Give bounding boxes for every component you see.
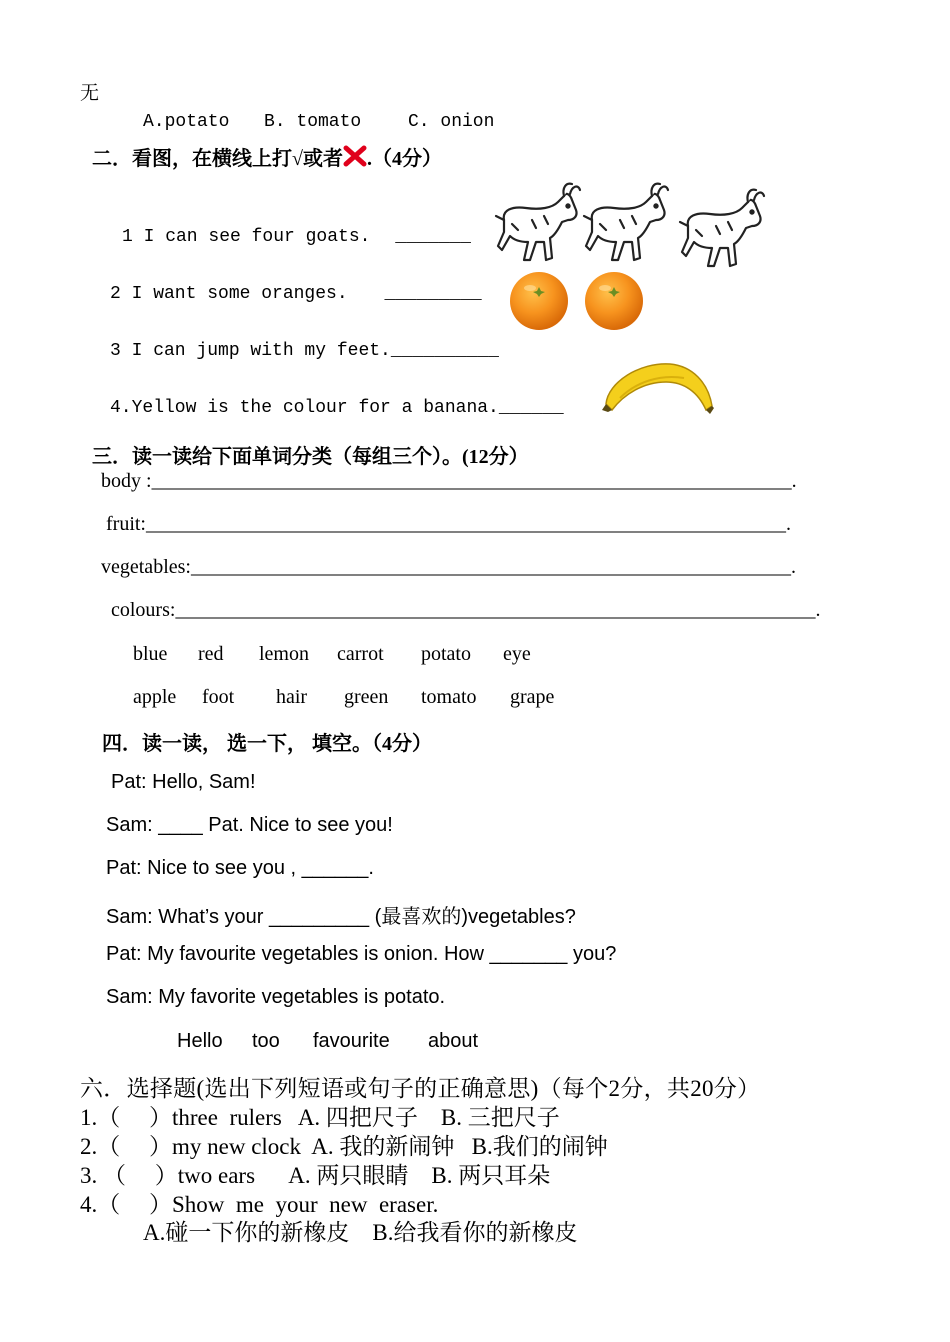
word-item: tomato [421, 686, 477, 708]
section2-item-3 [110, 341, 499, 361]
option-a-potato: A.potato [143, 112, 230, 132]
word-item: hair [276, 686, 308, 708]
choice-item: 3. （ ）two ears A. 两只眼睛 B. 两只耳朵 [80, 1163, 551, 1188]
word-item: grape [510, 686, 555, 708]
answer-blank[interactable]: ______ [498, 398, 564, 418]
category-answer-line[interactable]: ________________________________________________________________. [175, 599, 821, 621]
goat-icon [676, 186, 768, 276]
dialogue-line: Pat: Hello, Sam! [111, 771, 256, 793]
category-label: vegetables: [101, 556, 191, 578]
section2-item-1 [122, 227, 471, 247]
choice-item: 4.（ ）Show me your new eraser. [80, 1192, 439, 1217]
dialogue-line: Sam: ____ Pat. Nice to see you! [106, 814, 393, 836]
word-item: red [198, 643, 224, 665]
category-vegetables [101, 556, 796, 579]
section2-title-text: 二．看图，在横线上打√或者 [92, 148, 343, 170]
category-body [101, 470, 797, 493]
answer-blank[interactable]: __________ [390, 341, 499, 361]
choice-item: 2.（ ）my new clock A. 我的新闹钟 B.我们的闹钟 [80, 1134, 608, 1159]
category-answer-line[interactable]: ____________________________________________________________. [190, 556, 796, 578]
orange-icon [583, 270, 645, 332]
word-item: carrot [337, 643, 384, 665]
word-item: foot [202, 686, 235, 708]
statement-text: 3 I can jump with my feet. [110, 341, 391, 361]
banana-icon [600, 352, 718, 418]
answer-blank[interactable]: _______ [395, 227, 471, 247]
category-colours [111, 599, 820, 622]
category-label: fruit: [106, 513, 146, 535]
word-item: lemon [259, 643, 309, 665]
answer-blank[interactable]: _________ [384, 284, 482, 304]
dialogue-line: Pat: My favourite vegetables is onion. How _______ you? [106, 943, 617, 965]
statement-text: 1 I can see four goats. [122, 227, 371, 247]
category-answer-line[interactable]: ________________________________________________________________. [151, 470, 797, 492]
category-fruit [106, 513, 791, 536]
dialogue-line: Sam: What’s your _________ (最喜欢的)vegetables? [106, 906, 576, 928]
option-b-tomato: B. tomato [264, 112, 362, 132]
category-answer-line[interactable]: ________________________________________________________________. [146, 513, 791, 535]
section6-title: 六．选择题(选出下列短语或句子的正确意思)（每个2分，共20分） [80, 1076, 761, 1101]
category-label: body : [101, 470, 152, 492]
goat-icon [492, 180, 584, 270]
word-item: blue [133, 643, 168, 665]
top-fragment-text: 无 [80, 83, 100, 104]
choice-item: 1.（ ）three rulers A. 四把尺子 B. 三把尺子 [80, 1105, 560, 1130]
red-cross-icon [343, 145, 367, 173]
option-word: too [252, 1030, 280, 1052]
orange-icon [508, 270, 570, 332]
section4-title: 四．读一读， 选一下， 填空。（4分） [102, 733, 432, 755]
choice-item-4-options: A.碰一下你的新橡皮 B.给我看你的新橡皮 [143, 1220, 578, 1245]
goat-icon [580, 180, 672, 270]
section3-title: 三．读一读给下面单词分类（每组三个）。(12分） [92, 446, 529, 468]
section2-title-end: .（4分） [366, 148, 442, 170]
option-c-onion: C. onion [408, 112, 495, 132]
statement-text: 2 I want some oranges. [110, 284, 348, 304]
dialogue-line: Pat: Nice to see you , ______. [106, 857, 374, 879]
word-item: potato [421, 643, 471, 665]
word-item: apple [133, 686, 177, 708]
option-word: Hello [177, 1030, 223, 1052]
option-word: favourite [313, 1030, 390, 1052]
statement-text: 4.Yellow is the colour for a banana. [110, 398, 499, 418]
category-label: colours: [111, 599, 176, 621]
section2-item-4 [110, 398, 564, 418]
word-item: green [344, 686, 389, 708]
option-word: about [428, 1030, 479, 1052]
section2-item-2 [110, 284, 482, 304]
dialogue-line: Sam: My favorite vegetables is potato. [106, 986, 446, 1008]
section2-title [92, 142, 442, 173]
word-item: eye [503, 643, 531, 665]
